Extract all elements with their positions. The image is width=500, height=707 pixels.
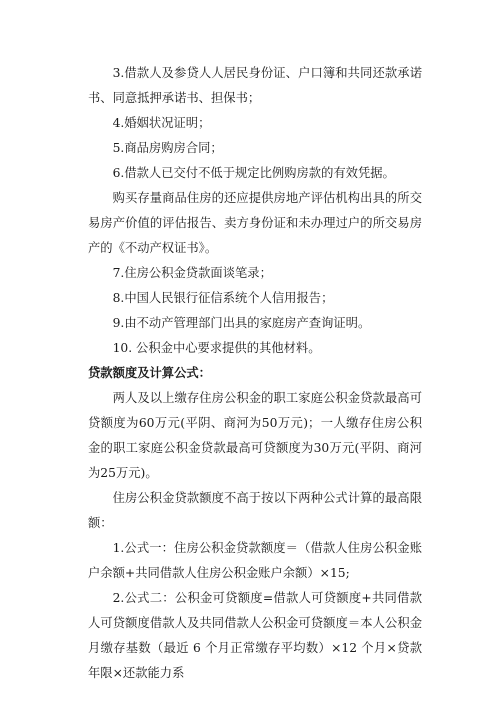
paragraph-item-5: 5.商品房购房合同；	[112, 141, 223, 155]
paragraph-item-3: 3.借款人及参贷人人居民身份证、户口簿和共同还款承诺书、同意抵押承诺书、担保书；	[88, 66, 422, 105]
paragraph-formula-1: 1.公式一：住房公积金贷款额度＝（借款人住房公积金账 户余额+共同借款人住房公积金账户余额）×15;	[88, 541, 422, 580]
paragraph-loan-limit: 两人及以上缴存住房公积金的职工家庭公积金贷款最高可贷额度为60万元(平阴、商河为50万元)；一人缴存住房公积金的职工家庭公积金贷款最高可贷额度为30万元(平阴、商河为25万元)。	[88, 391, 422, 480]
paragraph-item-8: 8.中国人民银行征信系统个人信用报告；	[112, 291, 334, 305]
paragraph-formula-2: 2.公式二：公积金可贷额度=借款人可贷额度+共同借款人可贷额度借款人及共同借款人公积金可贷额度＝本人公积金月缴存基数（最近 6 个月正常缴存平均数）×12 个月×贷款年限×还款能力系	[88, 591, 422, 680]
document-body	[88, 61, 422, 686]
paragraph-existing-housing: 购买存量商品住房的还应提供房地产评估机构出具的所交易房产价值的评估报告、卖方身份证和未办理过户的所交易房产的《不动产权证书》。	[88, 191, 422, 255]
paragraph-item-6: 6.借款人已交付不低于规定比例购房款的有效凭据。	[112, 166, 395, 180]
section-heading: 贷款额度及计算公式：	[88, 366, 211, 380]
paragraph-item-9: 9.由不动产管理部门出具的家庭房产查询证明。	[112, 316, 371, 330]
paragraph-item-10: 10. 公积金中心要求提供的其他材料。	[112, 341, 321, 355]
paragraph-item-7: 7.住房公积金贷款面谈笔录；	[112, 266, 272, 280]
paragraph-item-4: 4.婚姻状况证明；	[112, 116, 211, 130]
paragraph-formula-intro: 住房公积金贷款额度不高于按以下两种公式计算的最高限额：	[88, 491, 422, 530]
